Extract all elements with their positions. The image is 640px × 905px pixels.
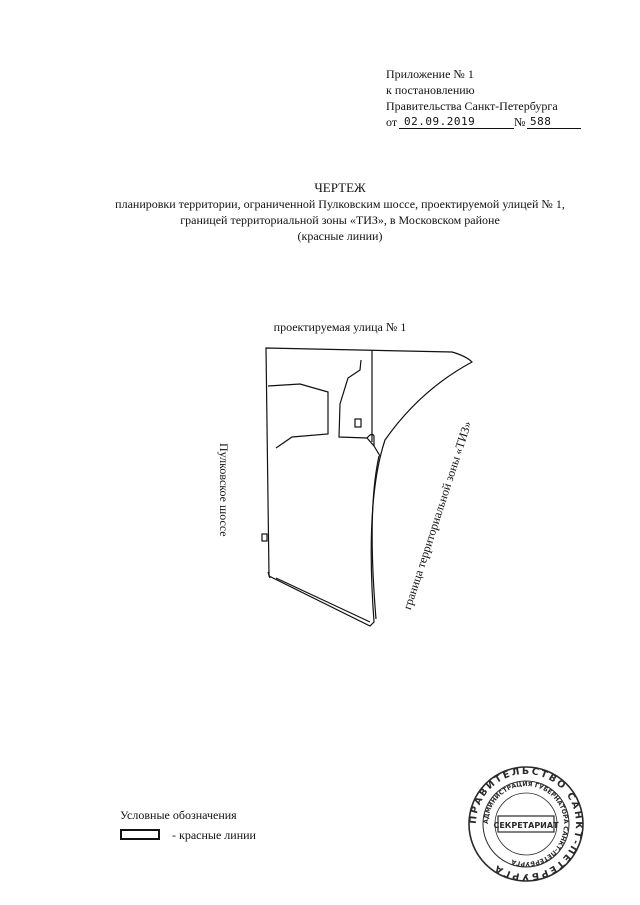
- svg-text:АДМИНИСТРАЦИЯ ГУБЕРНАТОРА САНК: АДМИНИСТРАЦИЯ ГУБЕРНАТОРА САНКТ-ПЕТЕРБУРГА: [482, 780, 570, 868]
- date-prefix: от: [386, 115, 398, 129]
- svg-text:СЕКРЕТАРИАТ: СЕКРЕТАРИАТ: [493, 821, 559, 830]
- legend-title: Условные обозначения: [120, 808, 237, 822]
- document-title: ЧЕРТЕЖ: [314, 180, 366, 195]
- street-label-west: Пулковское шоссе: [217, 443, 231, 537]
- official-seal-stamp: [466, 764, 586, 884]
- title-line-2: границей территориальной зоны «ТИЗ», в Московском районе: [180, 213, 500, 227]
- legend-red-line-label: - красные линии: [172, 828, 256, 842]
- number-value: 588: [530, 115, 552, 128]
- date-value: 02.09.2019: [404, 115, 476, 128]
- title-line-3: (красные линии): [297, 229, 383, 243]
- appendix-line-1: Приложение № 1: [386, 67, 474, 81]
- red-line-outer: [266, 348, 472, 626]
- appendix-line-3: Правительства Санкт-Петербурга: [386, 99, 558, 113]
- number-prefix: №: [514, 115, 526, 129]
- building-small-1: [355, 419, 361, 427]
- street-label-north: проектируемая улица № 1: [273, 320, 407, 334]
- parcel-west: [268, 384, 328, 448]
- building-small-2: [262, 534, 267, 541]
- red-line-inner-offset-2: [276, 578, 370, 622]
- svg-text:ПРАВИТЕЛЬСТВО САНКТ-ПЕТЕРБУРГА: ПРАВИТЕЛЬСТВО САНКТ-ПЕТЕРБУРГА: [467, 765, 585, 883]
- legend-red-line-swatch: [120, 829, 160, 840]
- appendix-line-2: к постановлению: [386, 83, 475, 97]
- title-line-1: планировки территории, ограниченной Пулковским шоссе, проектируемой улицей № 1,: [115, 197, 565, 211]
- zone-boundary-label-east: граница территориальной зоны «ТИЗ»: [400, 419, 475, 612]
